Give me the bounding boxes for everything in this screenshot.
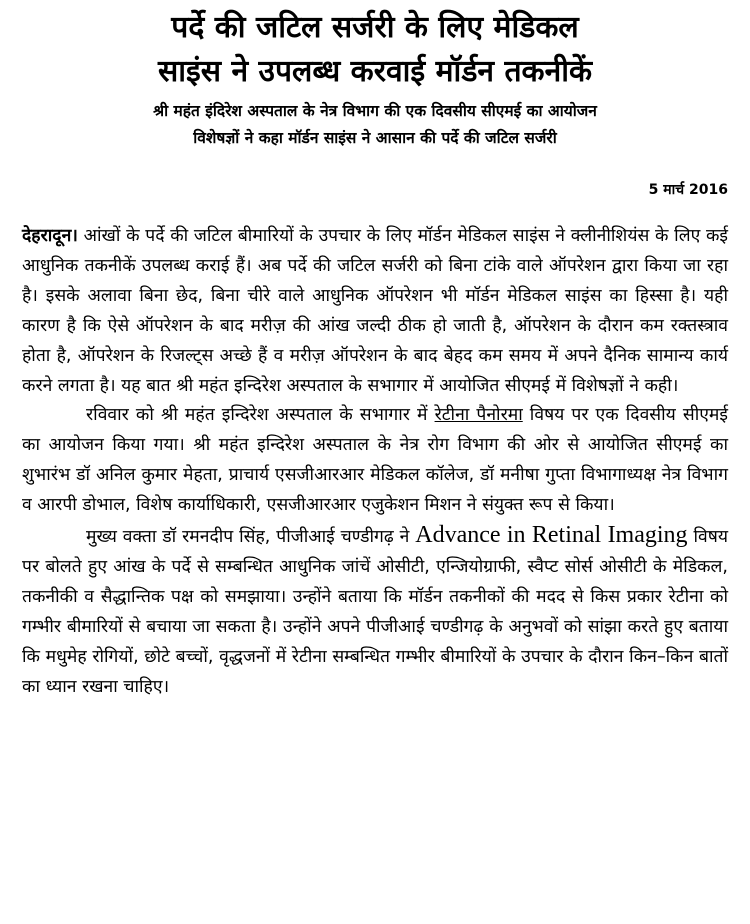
paragraph-3-text-end: विषय पर बोलते हुए आंख के पर्दे से सम्बन्धित आधुनिक जांचें ओसीटी, एन्जियोग्राफी, स्वैप्ट सोर्स ओसीटी के मेडिकल, तकनीकी व सैद्धान्तिक पक्ष को समझाया। उन्होंने बताया कि मॉर्डन तकनीकों की मदद से किस प्रकार रेटीना को गम्भीर बीमारियों से बचाया जा सकता है। उन्होंने अपने पीजीआई चण्डीगढ़ के अनुभवों को सांझा करते हुए बताया कि मधुमेह रोगियों, छोटे बच्चों, वृद्धजनों में रेटीना सम्बन्धित गम्भीर बीमारियों के उपचार के दौरान किन–किन बातों का ध्यान रखना चाहिए। [22,527,729,697]
paragraph-2-text-end: विषय पर एक दिवसीय सीएमई का आयोजन किया गया। श्री महंत इन्दिरेश अस्पताल के नेत्र रोग विभाग की ओर से आयोजित सीएमई का शुभारंभ डॉ अनिल कुमार मेहता, प्राचार्य एसजीआरआर मेडिकल कॉलेज, डॉ मनीषा गुप्ता विभागाध्यक्ष नेत्र विभाग व आरपी डोभाल, विशेष कार्याधिकारी, एसजीआरआर एजुकेशन मिशन ने संयुक्त रूप से किया। [22,405,728,516]
subheadline-line-2: विशेषज्ञों ने कहा मॉर्डन साइंस ने आसान की पर्दे की जटिल सर्जरी [193,129,557,147]
paragraph-2 [22,401,728,521]
paragraph-3-text-start: मुख्य वक्ता डॉ रमनदीप सिंह, पीजीआई चण्डीगढ़ ने [86,527,416,548]
article-body [22,222,728,703]
paragraph-2-text-start: रविवार को श्री महंत इन्दिरेश अस्पताल के सभागार में [86,405,435,426]
subheadline-line-1: श्री महंत इंदिरेश अस्पताल के नेत्र विभाग की एक दिवसीय सीएमई का आयोजन [153,102,597,120]
headline-line-1: पर्दे की जटिल सर्जरी के लिए मेडिकल [171,10,579,45]
dateline: देहरादून। [22,226,78,246]
paragraph-1 [22,222,728,401]
headline-line-2: साइंस ने उपलब्ध करवाई मॉर्डन तकनीकें [157,54,593,89]
talk-title: Advance in Retinal Imaging [415,522,688,549]
paragraph-1-text: आंखों के पर्दे की जटिल बीमारियों के उपचार के लिए मॉर्डन मेडिकल साइंस ने क्लीनीशियंस के लिए कई आधुनिक तकनीकें उपलब्ध कराई हैं। अब पर्दे की जटिल सर्जरी को बिना टांके वाले ऑपरेशन द्वारा किया जा रहा है। इसके अलावा बिना छेद, बिना चीरे वाले आधुनिक ऑपरेशन भी मॉर्डन मेडिकल साइंस का हिस्सा है। यही कारण है कि ऐसे ऑपरेशन के बाद मरीज़ की आंख जल्दी ठीक हो जाती है, ऑपरेशन के दौरान कम रक्तस्त्राव होता है, ऑपरेशन के रिजल्ट्स अच्छे हैं व मरीज़ ऑपरेशन के बाद बेहद कम समय में अपने दैनिक सामान्य कार्य करने लगता है। यह बात श्री महंत इन्दिरेश अस्पताल के सभागार में आयोजित सीएमई में विशेषज्ञों ने कही। [22,226,728,396]
publication-date: 5 मार्च 2016 [648,182,728,198]
topic-retina-panorama: रेटीना पैनोरमा [434,405,523,426]
paragraph-3 [22,521,728,702]
